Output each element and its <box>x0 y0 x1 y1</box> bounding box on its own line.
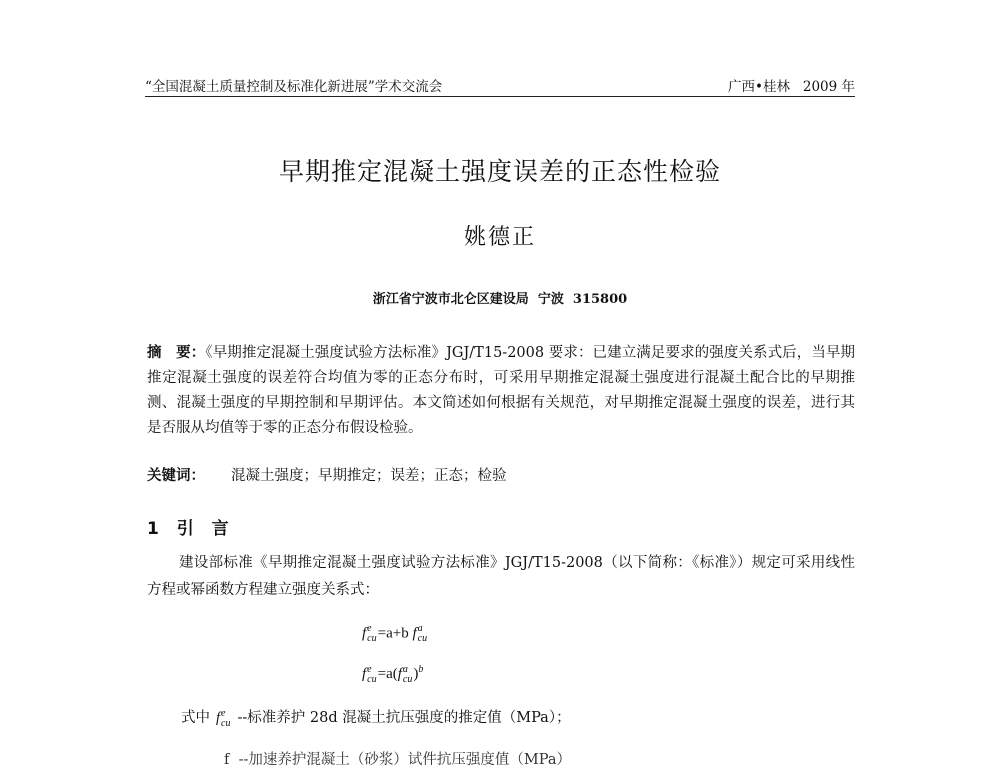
formula-explanation <box>181 706 571 729</box>
section-heading <box>147 514 235 539</box>
cutoff-line: f --加速养护混凝土（砂浆）试件抗压强度值（MPa） <box>224 752 571 768</box>
header-rule <box>145 96 855 97</box>
keywords-text: 混凝土强度；早期推定；误差；正态；检验 <box>231 468 507 484</box>
formula-f: f <box>412 625 417 642</box>
running-header <box>145 73 855 95</box>
explanation-text: --标准养护 28d 混凝土抗压强度的推定值（MPa）； <box>237 710 571 726</box>
formula-sup-sub: a cu <box>417 623 428 644</box>
formula-power <box>362 664 423 685</box>
formula-f: f <box>362 625 367 642</box>
author-affiliation: 浙江省宁波市北仑区建设局 宁波 315800 <box>372 292 628 307</box>
formula-exponent: b <box>418 664 424 675</box>
explanation-prefix: 式中 <box>181 710 210 726</box>
section-title: 引 言 <box>176 519 235 539</box>
formula-op: =a( <box>377 666 398 682</box>
abstract <box>147 340 855 441</box>
abstract-text: 《早期推定混凝土强度试验方法标准》JGJ/T15-2008 要求：已建立满足要求的强度关系式后，当早期推定混凝土强度的误差符合均值为零的正态分布时，可采用早期推定混凝土强度进行混凝土配合比的早期推测、混凝土强度的早期控制和早期评估。本文简述如何根据有关规范，对早期推定混凝土强度的误差，进行其是否服从均值等于零的正态分布假设检验。 <box>147 345 856 436</box>
header-conference: “全国混凝土质量控制及标准化新进展”学术交流会 <box>145 79 443 95</box>
formula-close: ) <box>413 666 419 682</box>
author-name: 姚德正 <box>463 225 536 250</box>
abstract-label: 摘 要： <box>147 344 206 361</box>
explanation-variable: f e cu <box>216 707 231 729</box>
formula-op: =a+b <box>377 625 413 642</box>
body-paragraph: 建设部标准《早期推定混凝土强度试验方法标准》JGJ/T15-2008（以下简称：《标准》）规定可采用线性方程或幂函数方程建立强度关系式： <box>147 555 855 598</box>
formula-f: f <box>397 666 402 682</box>
formula-sup-sub: e cu <box>367 623 377 644</box>
formula-f: f <box>362 666 367 682</box>
formula-sup-sub: a cu <box>402 663 413 685</box>
formula-linear <box>362 624 428 644</box>
section-number: 1 <box>147 519 165 539</box>
formula-sup-sub: e cu <box>367 663 377 685</box>
keywords <box>147 463 855 489</box>
keywords-label: 关键词： <box>147 467 205 484</box>
paper-title: 早期推定混凝土强度误差的正态性检验 <box>278 157 721 186</box>
header-location-year: 广西•桂林 2009 年 <box>728 79 855 95</box>
